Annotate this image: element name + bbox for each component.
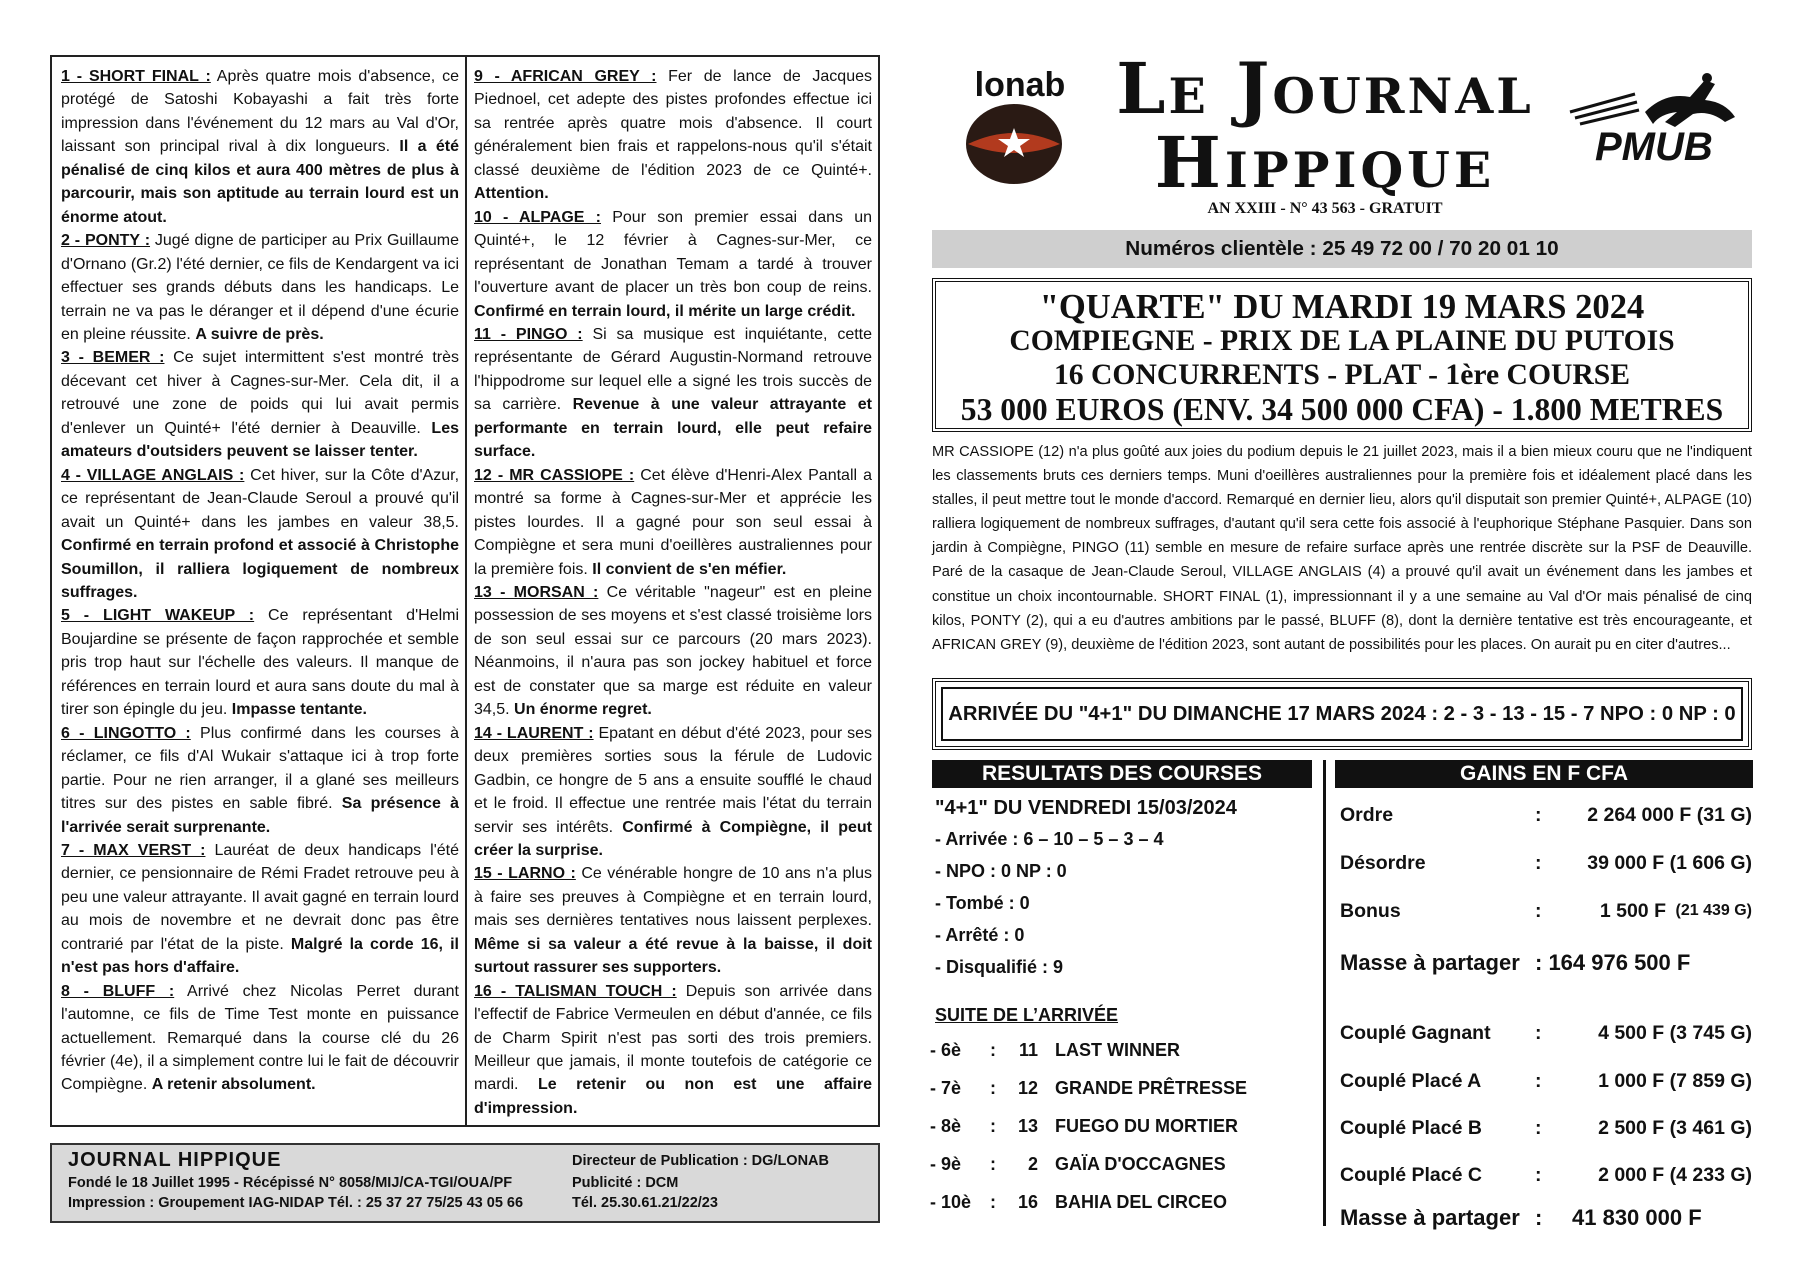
gain-value: 1 500 F — [1599, 900, 1666, 922]
horse-entry-verdict: Le retenir ou non est une affaire d'impression. — [474, 1076, 872, 1117]
horse-entry — [474, 323, 872, 464]
suite-sep: : — [990, 1078, 996, 1098]
horse-entry-verdict: Il a été pénalisé de cinq kilos et aura 400 mètres de plus à parcourir, mais son aptitude au terrain lourd est un énorme atout. — [61, 138, 459, 226]
suite-rank: - 7è — [930, 1078, 962, 1098]
results-race-title: "4+1" DU VENDREDI 15/03/2024 — [935, 797, 1237, 819]
horse-entry-text: Ce sujet intermittent s'est montré très décevant cet hiver à Cagnes-sur-Mer. Cela dit, il a retrouvé une zone de poids qui lui avait permis d'enlever un Quinté+ l'été dernier à Deauville. — [61, 349, 459, 437]
gain-label: Ordre — [1340, 804, 1394, 826]
results-divider — [1323, 760, 1326, 1226]
horse-entry-name: 10 - ALPAGE : — [474, 208, 602, 226]
results-header-bar: RESULTATS DES COURSES — [932, 760, 1312, 788]
horse-entry-text: Cet élève d'Henri-Alex Pantall a montré sa forme à Cagnes-sur-Mer et apprécie les pistes lourdes. Il a gagné pour son seul essai à Compiègne et sera muni d'oeillères australiennes pour la première fois. — [474, 466, 872, 578]
gain-value: 39 000 F (1 606 G) — [1587, 852, 1752, 874]
horse-entry-name: 7 - MAX VERST : — [61, 841, 206, 859]
horse-entry-text: Si sa musique est inquiétante, cette représentante de Gérard Augustin-Normand retrouve l'hippodrome sur lequel elle a signé les trois succès de sa carrière. — [474, 325, 872, 414]
result-line: - NPO : 0 NP : 0 — [935, 861, 1067, 881]
race-runners: 16 CONCURRENTS - PLAT - 1ère COURSE — [1053, 359, 1631, 391]
horse-entry-verdict: Impasse tentante. — [231, 701, 367, 719]
horse-entry — [61, 464, 459, 605]
gain-winners: (21 439 G) — [1675, 902, 1752, 919]
gain-value: 2 500 F (3 461 G) — [1598, 1117, 1752, 1139]
horse-entry-name: 12 - MR CASSIOPE : — [474, 466, 635, 484]
suite-horse-name: GAÏA D'OCCAGNES — [1055, 1154, 1226, 1174]
commentary-column-right — [474, 65, 872, 1120]
horse-entry-name: 4 - VILLAGE ANGLAIS : — [61, 466, 245, 484]
horse-entry-verdict: Confirmé à Compiègne, il peut créer la surprise. — [474, 818, 872, 859]
horse-entry-name: 3 - BEMER : — [61, 349, 165, 367]
horse-entry-verdict: Sa présence à l'arrivée serait surprenante. — [61, 795, 459, 836]
horse-entry-name: 11 - PINGO : — [474, 325, 583, 343]
horse-entry — [474, 862, 872, 979]
horse-entry-text: Plus confirmé dans les courses à réclamer, ce fils d'Al Wukair s'attaque ici à trop forte partie. Pour ne rien arranger, il a glané ses meilleurs titres sur des pistes en sable fibré. — [61, 724, 459, 813]
horse-entry — [61, 65, 459, 229]
horse-entry — [61, 722, 459, 839]
horse-entry-name: 6 - LINGOTTO : — [61, 724, 191, 742]
gain-sep: : — [1535, 1070, 1542, 1092]
horse-entry-text: Ce vénérable hongre de 10 ans n'a plus à faire ses preuves à Compiègne et en terrain lourd, mais ses dernières tentatives nous laissent perplexes. — [474, 865, 872, 930]
footer-advertising: Publicité : DCM — [572, 1175, 679, 1191]
suite-horse-name: LAST WINNER — [1055, 1040, 1180, 1060]
pmub-logo-text: PMUB — [1595, 125, 1713, 169]
race-summary-text: MR CASSIOPE (12) n'a plus goûté aux joies du podium depuis le 21 juillet 2023, mais il a bien mieux couru que ne l'indiquent les classements bruts ces derniers temps. Muni d'oeillères australiennes pour la première fois et idéalement placé dans les stalles, il peut mettre tout le monde d'accord. Remarqué en dernier lieu, alors qu'il disputait son premier Quinté+, ALPAGE (10) ralliera logiquement de nombreux suffrages, d'autant qu'il sera cette fois associé à l'euphorique Stéphane Pasquier. Dans son jardin à Compiègne, PINGO (11) semble en mesure de refaire surface après une rentrée discrète sur la PSF de Deauville. Paré de la casaque de Jean-Claude Seroul, VILLAGE ANGLAIS (4) a prouvé qu'il avait un événement dans les jambes et constitue un choix incontournable. SHORT FINAL (1), impressionnant il y a une semaine au Val d'Or mais pénalisé de cinq kilos, PONTY (2), qui a eu d'autres ambitions par le passé, BLUFF (8), dont la dernière tentative est très encourageante, et AFRICAN GREY (9), deuxième de l'édition 2023, sont autant de possibilités pour les places. On aurait pu en citer d'autres... — [932, 444, 1752, 653]
horse-entry-name: 5 - LIGHT WAKEUP : — [61, 607, 255, 625]
horse-entry-verdict: Confirmé en terrain profond et associé à Christophe Soumillon, il ralliera logiquement de nombreux suffrages. — [61, 537, 459, 601]
horse-entry — [61, 839, 459, 980]
suite-sep: : — [990, 1040, 996, 1060]
gain-sep: : — [1535, 852, 1542, 874]
horse-entry-text: Après quatre mois d'absence, ce protégé de Satoshi Kobayashi a fait très forte impression dans l'événement du 12 mars au Val d'Or, laissant son principal rival à dix longueurs. — [61, 68, 459, 156]
footer-printing: Impression : Groupement IAG-NIDAP Tél. : 25 37 27 75/25 43 05 66 — [68, 1195, 524, 1211]
edition-number: AN XXIII - N° 43 563 - GRATUIT — [1207, 200, 1443, 217]
suite-rank: - 10è — [930, 1192, 972, 1212]
commentary-column-left — [61, 65, 459, 1120]
result-line: - Arrivée : 6 – 10 – 5 – 3 – 4 — [935, 829, 1164, 849]
footer-founded: Fondé le 18 Juillet 1995 - Récépissé N° 8058/MIJ/CA-TGI/OUA/PF — [68, 1175, 513, 1191]
gain-value: 2 000 F (4 233 G) — [1598, 1164, 1752, 1186]
horse-entry-verdict: Un énorme regret. — [514, 701, 652, 719]
suite-number: 13 — [1017, 1116, 1038, 1136]
suite-horse-name: BAHIA DEL CIRCEO — [1055, 1192, 1228, 1212]
horse-entry — [61, 604, 459, 721]
masse-value: 41 830 000 F — [1572, 1205, 1702, 1230]
horse-entry-name: 13 - MORSAN : — [474, 583, 599, 601]
masse-label: Masse à partager — [1340, 950, 1520, 975]
horse-entry-verdict: Revenue à une valeur attrayante et performante en terrain lourd, elle peut refaire surface. — [474, 396, 872, 461]
suite-number: 16 — [1017, 1192, 1038, 1212]
horse-entry-text: Depuis son arrivée dans l'effectif de Fabrice Vermeulen en début d'année, ce fils de Charm Spirit n'est pas sorti des trois premiers. Meilleur que jamais, il monte toutefois de catégorie ce mardi. — [474, 982, 872, 1094]
suite-sep: : — [990, 1116, 996, 1136]
horse-entry-verdict: Confirmé en terrain lourd, il mérite un large crédit. — [474, 302, 856, 320]
suite-horse-name: FUEGO DU MORTIER — [1055, 1116, 1238, 1136]
suite-rank: - 8è — [930, 1116, 962, 1136]
suite-number: 2 — [1027, 1154, 1038, 1174]
horse-entry-name: 2 - PONTY : — [61, 232, 151, 250]
gain-label: Couplé Gagnant — [1340, 1022, 1491, 1044]
suite-rank: - 6è — [930, 1040, 962, 1060]
horse-entry-text: Ce représentant d'Helmi Boujardine se présente de façon rapprochée et semble pris trop haut sur l'échelle des valeurs. Il manque de références en terrain lourd et aura sans doute du mal à tirer son épingle du jeu. — [61, 607, 459, 719]
horse-entry-verdict: A suivre de près. — [195, 325, 324, 343]
horse-entry-text: Arrivé chez Nicolas Perret durant l'automne, ce fils de Time Test monte en puissance actuellement. Remarqué dans la course clé du 26 février (4e), il a simplement contre lui le fait de découvrir Compiègne. — [61, 982, 459, 1094]
horse-entry-verdict: Attention. — [474, 185, 549, 203]
horse-entry-verdict: Même si sa valeur a été revue à la baisse, il doit surtout rassurer ses supporters. — [474, 935, 872, 977]
gain-value: 2 264 000 F (31 G) — [1587, 804, 1752, 826]
gain-sep: : — [1535, 1022, 1542, 1044]
horse-entry-name: 14 - LAURENT : — [474, 724, 594, 742]
lonab-logo-text: lonab — [974, 66, 1066, 104]
footer-phone: Tél. 25.30.61.21/22/23 — [572, 1195, 718, 1211]
horse-entry-verdict: Il convient de s'en méfier. — [592, 560, 787, 578]
gain-value: 1 000 F (7 859 G) — [1598, 1070, 1752, 1092]
gains-header-bar: GAINS EN F CFA — [1335, 760, 1753, 788]
suite-sep: : — [990, 1154, 996, 1174]
gain-sep: : — [1535, 1117, 1542, 1139]
horse-entry — [474, 980, 872, 1120]
column-divider — [465, 55, 467, 1127]
title-line-1: Le Journal — [1116, 47, 1534, 130]
horse-entry — [474, 206, 872, 323]
horse-entry-name: 8 - BLUFF : — [61, 982, 175, 1000]
gain-sep: : — [1535, 1164, 1542, 1186]
publication-footer — [50, 1143, 880, 1223]
result-line: - Disqualifié : 9 — [935, 957, 1064, 977]
suite-horse-name: GRANDE PRÊTRESSE — [1055, 1078, 1248, 1098]
race-type-date: "QUARTE" DU MARDI 19 MARS 2024 — [1039, 288, 1645, 326]
gain-label: Bonus — [1340, 900, 1401, 922]
horse-entry-text: Pour son premier essai dans un Quinté+, le 12 février à Cagnes-sur-Mer, ce représentant de Jonathan Temam a tardé à trouver l'ouverture avant de placer un très bon coup de reins. — [474, 208, 872, 297]
title-line-2: Hippique — [1154, 121, 1496, 204]
horse-entry — [474, 722, 872, 863]
horse-entry-text: Cet hiver, sur la Côte d'Azur, ce représentant de Jean-Claude Seroul a prouvé qu'il avait un Quinté+ dans les jambes en valeur 38,5. — [61, 466, 459, 531]
horse-entry — [61, 346, 459, 463]
suite-number: 11 — [1018, 1040, 1038, 1060]
gain-sep: : — [1535, 900, 1542, 922]
masse-value: : 164 976 500 F — [1535, 950, 1691, 975]
horse-entry-text: Fer de lance de Jacques Piednoel, cet adepte des pistes profondes effectue ici sa rentrée après quatre mois d'absence. Il court généralement bien frais et rappelons-nous qu'il s'était classé deuxième de l'édition 2023 de ce Quinté+. — [474, 68, 872, 179]
suite-number: 12 — [1017, 1078, 1038, 1098]
horse-entry-name: 9 - AFRICAN GREY : — [474, 68, 657, 85]
previous-arrival: ARRIVÉE DU "4+1" DU DIMANCHE 17 MARS 2024 : 2 - 3 - 13 - 15 - 7 NPO : 0 NP : 0 — [941, 687, 1743, 741]
horse-entry-name: 16 - TALISMAN TOUCH : — [474, 982, 677, 1000]
race-purse-distance: 53 000 EUROS (ENV. 34 500 000 CFA) - 1.800 METRES — [960, 392, 1724, 427]
newspaper-title — [1090, 47, 1560, 204]
horse-entry — [474, 464, 872, 581]
horse-entry-name: 15 - LARNO : — [474, 865, 576, 883]
gain-label: Couplé Placé A — [1340, 1070, 1482, 1092]
masse-label: Masse à partager — [1340, 1205, 1520, 1230]
horse-entry-text: Epatant en début d'été 2023, pour ses deux premières sorties sous la férule de Ludovic Gadbin, ce hongre de 5 ans a ensuite soufflé le chaud et le froid. Il effectue une rentrée mais l'état du terrain servir ses intérêts. — [474, 724, 872, 836]
gain-value: 4 500 F (3 745 G) — [1598, 1022, 1752, 1044]
gain-label: Couplé Placé C — [1340, 1164, 1482, 1186]
footer-title: JOURNAL HIPPIQUE — [68, 1149, 282, 1171]
horse-entry-verdict: Malgré la corde 16, il n'est pas hors d'affaire. — [61, 935, 459, 977]
footer-director: Directeur de Publication : DG/LONAB — [572, 1153, 829, 1169]
gain-sep: : — [1535, 804, 1542, 826]
suite-rank: - 9è — [930, 1154, 962, 1174]
suite-arrivee-title: SUITE DE L’ARRIVÉE — [935, 1005, 1119, 1025]
masse-sep: : — [1535, 1205, 1543, 1230]
horse-entry-text: Ce véritable "nageur" est en pleine possession de ses moyens et s'est classé troisième lors de son seul essai sur ce parcours (20 mars 2023). Néanmoins, il n'aura pas son jockey habituel et force est de constater que sa marge est réduite en valeur 34,5. — [474, 583, 872, 719]
horse-entry — [61, 229, 459, 346]
gain-label: Couplé Placé B — [1340, 1117, 1482, 1139]
race-venue-prize: COMPIEGNE - PRIX DE LA PLAINE DU PUTOIS — [1009, 325, 1675, 357]
suite-sep: : — [990, 1192, 996, 1212]
horse-entry — [474, 581, 872, 722]
client-phone-bar: Numéros clientèle : 25 49 72 00 / 70 20 01 10 — [932, 230, 1752, 268]
horse-entry — [474, 65, 872, 206]
horse-entry — [61, 980, 459, 1097]
result-line: - Tombé : 0 — [935, 893, 1030, 913]
gain-label: Désordre — [1340, 852, 1426, 874]
result-line: - Arrêté : 0 — [935, 925, 1025, 945]
horse-entry-name: 1 - SHORT FINAL : — [61, 68, 211, 85]
horse-entry-text: Jugé digne de participer au Prix Guillaume d'Ornano (Gr.2) l'été dernier, ce fils de Kendargent va ici effectuer ses grands débuts dans les handicaps. Le terrain ne va pas le déranger et il dépend d'une écurie en pleine réussite. — [61, 232, 459, 343]
horse-entry-verdict: A retenir absolument. — [151, 1076, 316, 1094]
horse-entry-verdict: Les amateurs d'outsiders peuvent se laisser tenter. — [61, 419, 459, 461]
horse-entry-text: Lauréat de deux handicaps l'été dernier, ce pensionnaire de Rémi Fradet retrouve peu à peu une valeur attrayante. Il avait gagné en terrain lourd au mois de novembre et ne devrait donc pas être contrarié par l'état de la piste. — [61, 841, 459, 953]
